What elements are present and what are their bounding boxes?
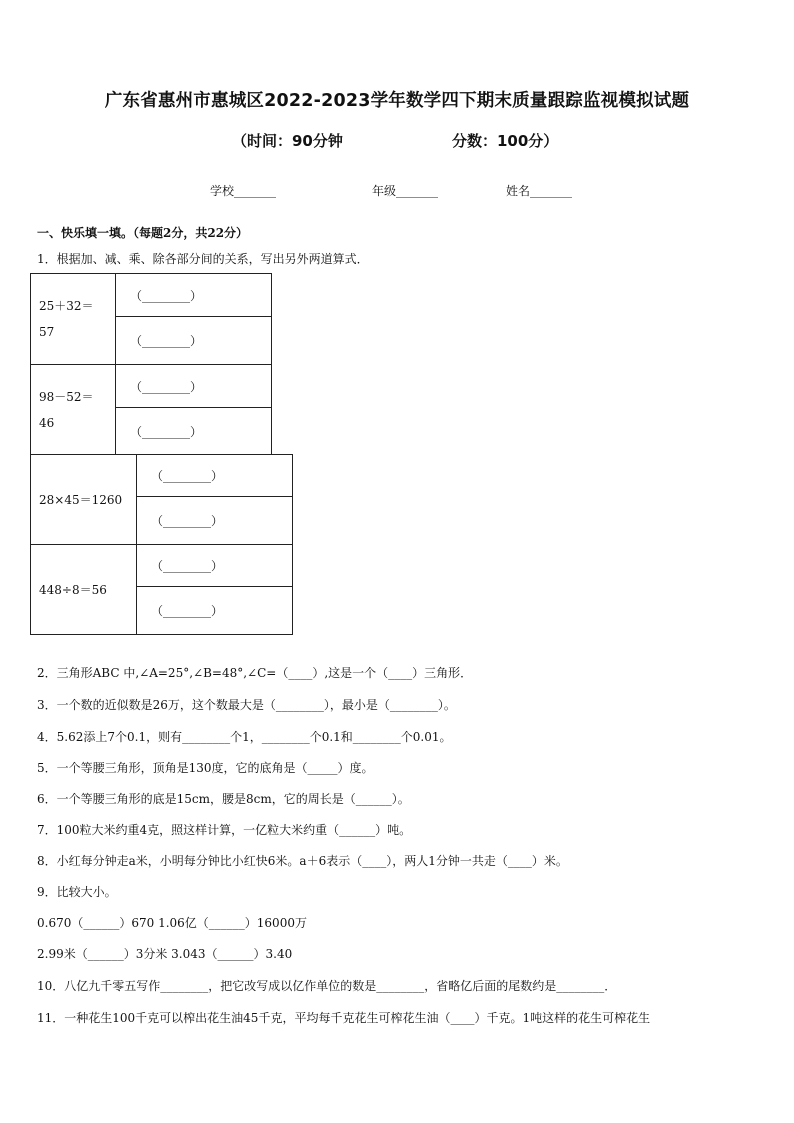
question-9-row-1: 0.670（______）670 1.06亿（______）16000万 — [37, 916, 307, 930]
equation-text: 57 — [39, 325, 55, 339]
question-6: 6．一个等腰三角形的底是15cm，腰是8cm，它的周长是（______）。 — [37, 792, 410, 806]
answer-blank[interactable]: （________） — [137, 587, 293, 635]
answer-blank[interactable]: （________） — [137, 497, 293, 545]
answer-blank[interactable]: （________） — [137, 455, 293, 497]
answer-blank[interactable]: （________） — [116, 365, 272, 408]
exam-time: （时间：90分钟 — [232, 132, 343, 150]
exam-score: 分数：100分） — [452, 132, 559, 150]
equation-table-2 — [30, 454, 293, 635]
question-9-row-2: 2.99米（______）3分米 3.043（______）3.40 — [37, 947, 293, 961]
section-heading: 一、快乐填一填。（每题2分，共22分） — [37, 226, 249, 240]
grade-field[interactable]: 年级_______ — [372, 184, 439, 198]
question-11: 11．一种花生100千克可以榨出花生油45千克，平均每千克花生可榨花生油（____）千克。1吨这样的花生可榨花生 — [37, 1011, 651, 1025]
equation-text: 98－52＝ — [39, 389, 94, 404]
equation-text: 448÷8＝56 — [39, 582, 107, 597]
name-field[interactable]: 姓名_______ — [506, 184, 573, 198]
question-1: 1．根据加、减、乘、除各部分间的关系，写出另外两道算式． — [37, 252, 369, 266]
question-10: 10．八亿九千零五写作________，把它改写成以亿作单位的数是________，省略亿后面的尾数约是________． — [37, 979, 617, 993]
equation-text: 46 — [39, 415, 55, 430]
question-7: 7．100粒大米约重4克，照这样计算，一亿粒大米约重（______）吨。 — [37, 823, 412, 837]
equation-text: 25＋32＝ — [39, 299, 94, 313]
question-9: 9．比较大小。 — [37, 885, 117, 899]
equation-text: 28×45＝1260 — [39, 492, 123, 507]
page-title: 广东省惠州市惠城区2022-2023学年数学四下期末质量跟踪监视模拟试题 — [104, 91, 690, 111]
equation-cell — [31, 274, 116, 365]
question-5: 5．一个等腰三角形，顶角是130度，它的底角是（_____）度。 — [37, 761, 374, 775]
question-3: 3．一个数的近似数是26万，这个数最大是（________），最小是（________）。 — [37, 698, 456, 712]
school-field[interactable]: 学校_______ — [210, 184, 277, 198]
equation-cell — [31, 455, 137, 545]
answer-blank[interactable]: （________） — [137, 545, 293, 587]
answer-blank[interactable]: （________） — [116, 317, 272, 365]
equation-cell — [31, 365, 116, 455]
equation-cell — [31, 545, 137, 635]
equation-table-1 — [30, 273, 272, 455]
question-4: 4．5.62添上7个0.1，则有________个1，________个0.1和________个0.01。 — [37, 730, 452, 744]
answer-blank[interactable]: （________） — [116, 408, 272, 455]
question-2: 2．三角形ABC 中,∠A=25°,∠B=48°,∠C=（____）,这是一个（____）三角形． — [37, 666, 473, 680]
answer-blank[interactable]: （________） — [116, 274, 272, 317]
question-8: 8．小红每分钟走a米，小明每分钟比小红快6米。a＋6表示（____），两人1分钟一共走（____）米。 — [37, 854, 568, 868]
